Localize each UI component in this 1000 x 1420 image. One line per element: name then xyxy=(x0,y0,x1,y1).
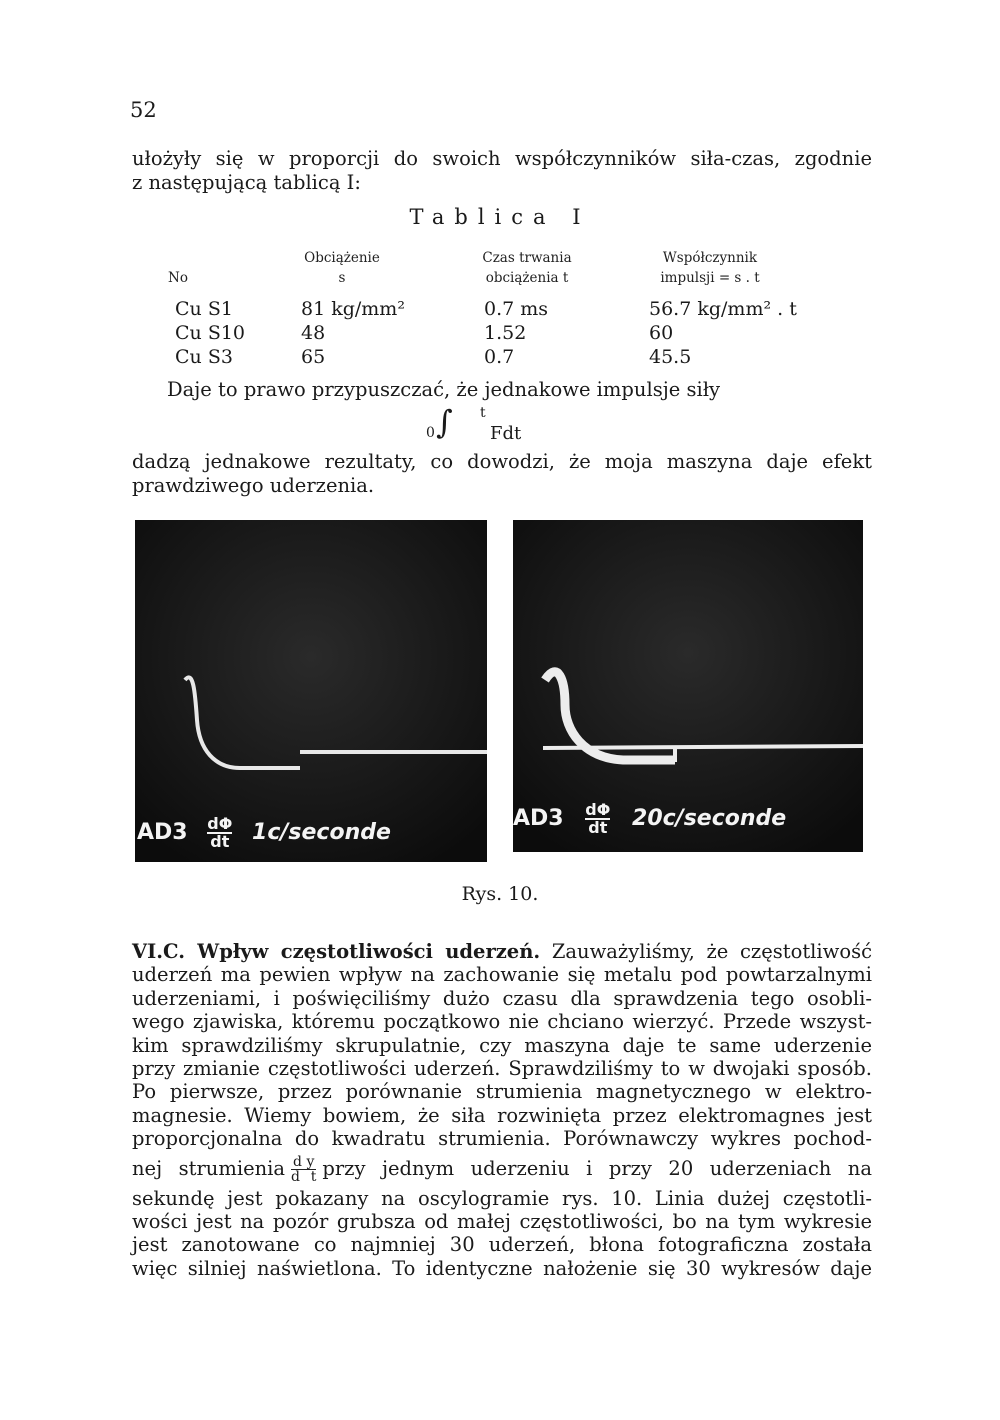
body-line: wości jest na pozór grubsza od małej częstotliwości, bo na tym wykresie xyxy=(132,1209,872,1233)
figure-caption: Rys. 10. xyxy=(461,883,539,905)
table-cell-no: Cu S10 xyxy=(175,322,246,344)
body-line: przy zmianie częstotliwości uderzeń. Sprawdziliśmy to w dwojaki sposób. xyxy=(132,1056,872,1080)
photo-label-rate: 1c/seconde xyxy=(252,820,391,845)
table-cell-load: 65 xyxy=(301,346,326,368)
body-line: sekundę jest pokazany na oscylogramie rys. 10. Linia dużej częstotli- xyxy=(132,1186,872,1210)
derivative-fraction: $\frac{\text{d y}}{\text{d t}}$ xyxy=(291,1153,317,1185)
fraction-line: nej strumienia $\frac{\text{d y}}{\text{d t}}$ przy jednym uderzeniu i przy 20 uderzeniach na xyxy=(132,1153,872,1185)
table-cell-coef: 56.7 kg/mm² . t xyxy=(649,298,797,320)
section-first-line: VI.C. Wpływ częstotliwości uderzeń. Zauważyliśmy, że częstotliwość xyxy=(132,940,872,963)
conclusion-paragraph xyxy=(132,450,872,497)
body-line: jest zanotowane co najmniej 30 uderzeń, błona fotograficzna została xyxy=(132,1233,872,1257)
table-cell-load: 81 kg/mm² xyxy=(301,298,405,320)
table-cell-coef: 45.5 xyxy=(649,346,692,368)
header-no: No xyxy=(168,270,188,286)
after-table-text: Daje to prawo przypuszczać, że jednakowe impulsje siły xyxy=(167,378,721,401)
body-line: magnesie. Wiemy bowiem, że siła rozwinięta przez elektromagnes jest xyxy=(132,1103,872,1127)
header-time: Czas trwania obciążenia t xyxy=(482,250,572,286)
table-cell-coef: 60 xyxy=(649,322,674,344)
section-body xyxy=(132,940,872,1280)
integrand: Fdt xyxy=(490,423,522,444)
intro-line: ułożyły się w proporcji do swoich współczynników siła-czas, zgodnie xyxy=(132,147,872,170)
body-line: więc silniej naświetlona. To identyczne nałożenie się 30 wykresów daje xyxy=(132,1256,872,1280)
header-load: Obciążenie s xyxy=(304,250,380,286)
body-line: kim sprawdziliśmy skrupulatnie, czy maszyna daje te same uderzenie xyxy=(132,1033,872,1057)
page-number: 52 xyxy=(130,98,157,122)
table-title: Tablica I xyxy=(409,205,591,229)
photo-label-fraction: $\frac{d\Phi}{dt}$ xyxy=(207,814,233,851)
table-cell-time: 1.52 xyxy=(484,322,527,344)
intro-paragraph xyxy=(132,147,872,194)
photo-label-2 xyxy=(513,802,786,836)
photo-label-fraction: $\frac{d\Phi}{dt}$ xyxy=(585,800,611,837)
photo-label-1 xyxy=(137,816,391,850)
table-cell-load: 48 xyxy=(301,322,326,344)
header-coef: Współczynnik impulsji = s . t xyxy=(660,250,760,286)
table-cell-no: Cu S3 xyxy=(175,346,233,368)
oscillogram-photo-2 xyxy=(513,520,863,852)
body-line: uderzeniami, i poświęciliśmy dużo czasu dla sprawdzenia tego osobli- xyxy=(132,986,872,1010)
conclusion-line: dadzą jednakowe rezultaty, co dowodzi, że moja maszyna daje efekt xyxy=(132,450,872,473)
photo-label-ad: AD3 xyxy=(513,806,564,831)
body-line: wego zjawiska, któremu początkowo nie chciano wierzyć. Przede wszyst- xyxy=(132,1010,872,1034)
section-heading: VI.C. Wpływ częstotliwości uderzeń. xyxy=(132,940,541,963)
integral-sign: ∫ xyxy=(436,403,453,441)
photo-label-ad: AD3 xyxy=(137,820,188,845)
intro-line: z następującą tablicą I: xyxy=(132,170,361,194)
photo-label-rate: 20c/seconde xyxy=(632,806,787,831)
body-line: Po pierwsze, przez porównanie strumienia magnetycznego w elektro- xyxy=(132,1080,872,1104)
oscillogram-photo-1 xyxy=(135,520,487,862)
table-cell-no: Cu S1 xyxy=(175,298,233,320)
integral-lower: 0 xyxy=(426,425,435,441)
body-line: proporcjonalna do kwadratu strumienia. Porównawczy wykres pochod- xyxy=(132,1127,872,1151)
table-cell-time: 0.7 ms xyxy=(484,298,549,320)
oscillogram-trace-1 xyxy=(135,520,487,862)
body-line: uderzeń ma pewien wpływ na zachowanie się metalu pod powtarzalnymi xyxy=(132,963,872,987)
integral-formula xyxy=(426,405,546,445)
conclusion-line: prawdziwego uderzenia. xyxy=(132,473,375,497)
table-cell-time: 0.7 xyxy=(484,346,515,368)
integral-upper: t xyxy=(480,405,486,421)
